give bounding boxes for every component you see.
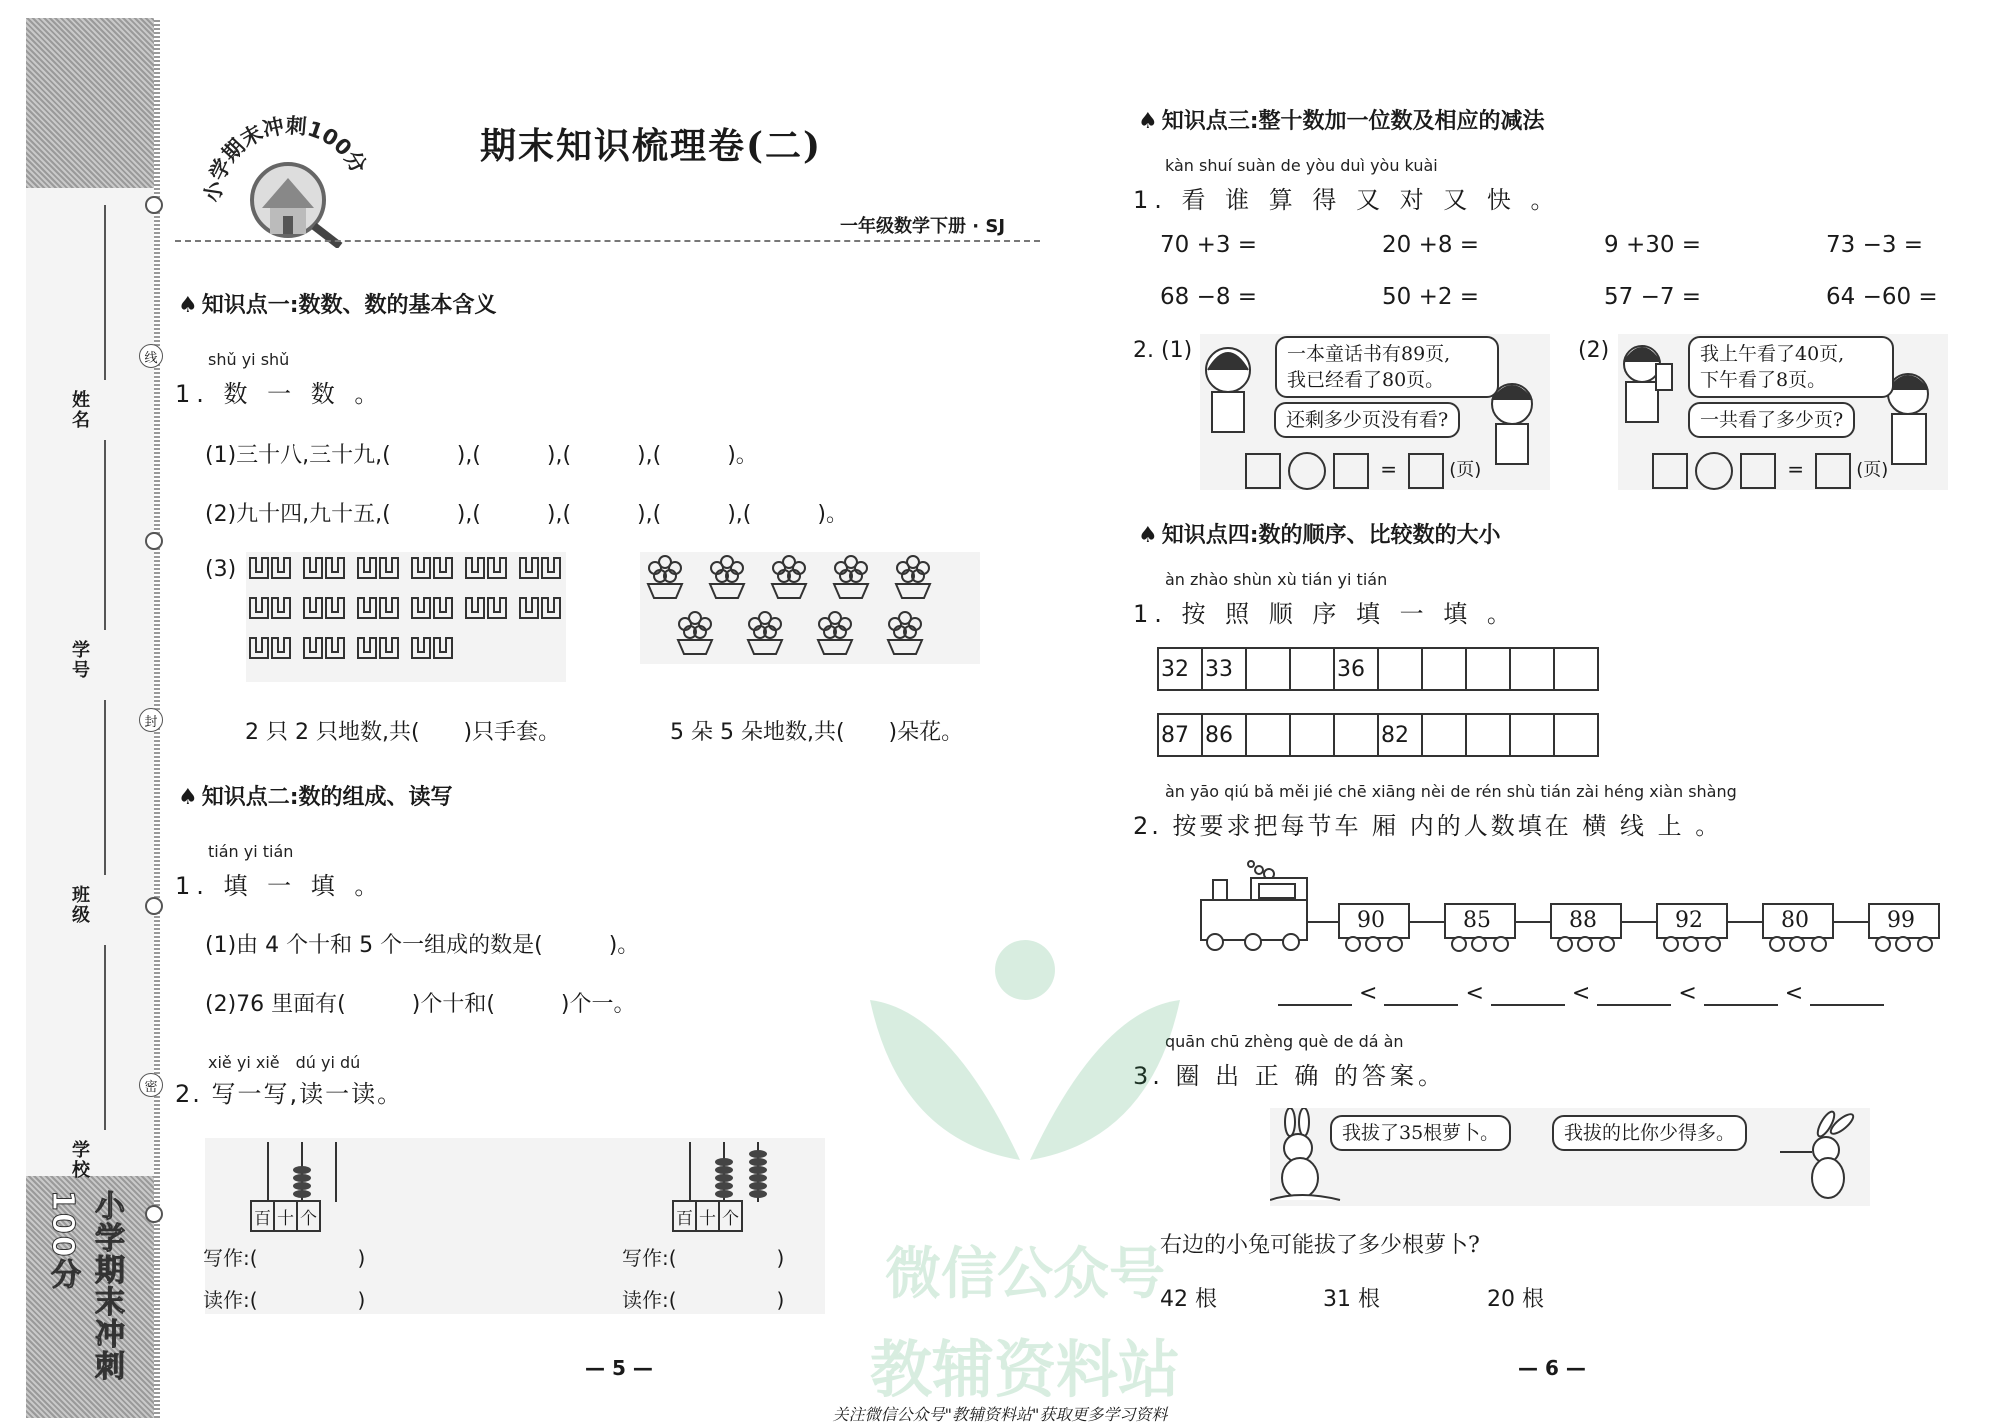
speech-bubble: 我上午看了40页, 下午看了8页。 [1688, 336, 1894, 398]
equation: 70 +3 = [1160, 232, 1258, 258]
student-id-field-label: 学号 [69, 640, 90, 680]
read-label: 读作:( ) [622, 1288, 785, 1312]
sequence-cell: 36 [1334, 648, 1378, 690]
read-label: 读作:( ) [203, 1288, 366, 1312]
sequence-cell: 82 [1378, 714, 1422, 756]
hundreds-column-label: 百 [251, 1201, 274, 1231]
sequence-cell[interactable] [1246, 714, 1290, 756]
speech-bubble: 还剩多少页没有看? [1274, 402, 1460, 438]
sequence-cell[interactable] [1334, 714, 1378, 756]
class-field-label: 班级 [69, 885, 90, 925]
sequence-cell[interactable] [1290, 648, 1334, 690]
choice-42[interactable]: 42 根 [1160, 1287, 1217, 1312]
pinyin: quān chū zhèng què de dá àn [1165, 1032, 1404, 1051]
less-than-sign: < [1359, 981, 1378, 1006]
binding-hole [145, 1205, 163, 1223]
page-title: 期末知识梳理卷(二) [480, 125, 823, 167]
sequence-cell[interactable] [1422, 714, 1466, 756]
watermark-text-2: 教辅资料站 [869, 1333, 1180, 1406]
train-car-count: 85 [1463, 908, 1491, 933]
sequence-cell[interactable] [1554, 714, 1598, 756]
name-field-label: 姓名 [69, 390, 90, 430]
school-field-label: 学校 [69, 1140, 90, 1180]
answer-equation-1: = (页) [1245, 452, 1481, 490]
sequence-cell[interactable] [1466, 648, 1510, 690]
ordering-blank[interactable] [1278, 980, 1352, 1006]
question-2: 2. 写一写,读一读。 [175, 1080, 404, 1108]
unit-label: (页) [1856, 459, 1889, 481]
speech-bubble: 我拔了35根萝卜。 [1330, 1115, 1511, 1151]
watermark-text-1: 微信公众号 [885, 1242, 1165, 1307]
section-heading-2: ♠ 知识点二:数的组成、读写 [178, 780, 453, 811]
strip-pattern-top [26, 18, 154, 188]
sub-label-3: (3) [205, 557, 237, 582]
ones-column-label: 个 [297, 1201, 320, 1231]
answer-box[interactable] [1408, 453, 1444, 489]
sequence-cell[interactable] [1246, 648, 1290, 690]
sequence-line-1: (1)三十八,三十九,( ),( ),( ),( )。 [205, 443, 758, 468]
grade-subtitle: 一年级数学下册 · SJ [840, 216, 1006, 237]
ordering-blank[interactable] [1810, 980, 1884, 1006]
speech-bubble: 一本童话书有89页, 我已经看了80页。 [1275, 336, 1499, 398]
class-line [104, 700, 106, 875]
train-illustration [1195, 858, 1945, 958]
flowers-question: 5 朵 5 朵地数,共( )朵花。 [670, 720, 964, 745]
less-than-sign: < [1678, 981, 1697, 1006]
sequence-cell[interactable] [1554, 648, 1598, 690]
page-number-left: — 5 — [585, 1356, 653, 1380]
equation: 73 −3 = [1826, 232, 1924, 258]
question-2-sub-label: (2) [1578, 338, 1610, 363]
section-heading-4: ♠ 知识点四:数的顺序、比较数的大小 [1138, 518, 1501, 549]
tens-ones-question: (2)76 里面有( )个十和( )个一。 [205, 992, 636, 1017]
composition-question: (1)由 4 个十和 5 个一组成的数是( )。 [205, 933, 640, 958]
answer-box[interactable] [1740, 453, 1776, 489]
sequence-line-2: (2)九十四,九十五,( ),( ),( ),( ),( )。 [205, 502, 848, 527]
write-label: 写作:( ) [203, 1246, 366, 1270]
rabbit-question: 右边的小兔可能拔了多少根萝卜? [1160, 1233, 1480, 1258]
pinyin: tián yi tián [208, 842, 294, 861]
train-car-count: 88 [1569, 908, 1597, 933]
ordering-blank[interactable] [1704, 980, 1778, 1006]
sequence-cell[interactable] [1422, 648, 1466, 690]
section-heading-3: ♠ 知识点三:整十数加一位数及相应的减法 [1138, 104, 1545, 135]
section-heading-1: ♠ 知识点一:数数、数的基本含义 [178, 288, 497, 319]
page-number-right: — 6 — [1518, 1356, 1586, 1380]
equation: 9 +30 = [1604, 232, 1702, 258]
train-car-count: 80 [1781, 908, 1809, 933]
unit-label: (页) [1449, 459, 1482, 481]
train-car-count: 92 [1675, 908, 1703, 933]
answer-box[interactable] [1652, 453, 1688, 489]
sequence-cell: 86 [1202, 714, 1246, 756]
less-than-sign: < [1465, 981, 1484, 1006]
strip-logo-text: 小学期末冲刺100分 [45, 1190, 124, 1382]
gloves-illustration [246, 552, 566, 682]
train-car-count: 99 [1887, 908, 1915, 933]
sequence-cell[interactable] [1510, 714, 1554, 756]
answer-box[interactable] [1815, 453, 1851, 489]
question-3: 3. 圈 出 正 确 的答案。 [1133, 1062, 1447, 1090]
train-car-count: 90 [1357, 908, 1385, 933]
series-logo [200, 108, 380, 248]
operator-circle[interactable] [1288, 452, 1326, 490]
binding-hole [145, 532, 163, 550]
pinyin: àn yāo qiú bǎ měi jié chē xiāng nèi de rén shù tián zài héng xiàn shàng [1165, 782, 1737, 801]
sequence-cell[interactable] [1466, 714, 1510, 756]
sequence-cell[interactable] [1378, 648, 1422, 690]
choice-31[interactable]: 31 根 [1323, 1287, 1380, 1312]
pinyin: xiě yi xiě dú yi dú [208, 1053, 361, 1072]
less-than-sign: < [1784, 981, 1804, 1006]
seal-line: 线 [139, 344, 163, 368]
question-1: 1. 看 谁 算 得 又 对 又 快 。 [1133, 186, 1561, 214]
equation: 20 +8 = [1382, 232, 1480, 258]
ordering-blank[interactable] [1491, 980, 1565, 1006]
footer-note: 关注微信公众号"教辅资料站"获取更多学习资料 [832, 1405, 1168, 1424]
equation: 64 −60 = [1826, 284, 1938, 310]
sequence-cell[interactable] [1510, 648, 1554, 690]
binding-hole [145, 897, 163, 915]
strip-body [26, 188, 155, 1176]
answer-box[interactable] [1333, 453, 1369, 489]
sequence-cell[interactable] [1290, 714, 1334, 756]
ordering-blank[interactable] [1597, 980, 1671, 1006]
pinyin: àn zhào shùn xù tián yi tián [1165, 570, 1388, 589]
equation: 68 −8 = [1160, 284, 1258, 310]
number-sequence-row-1 [1157, 647, 1599, 691]
pinyin: kàn shuí suàn de yòu duì yòu kuài [1165, 156, 1438, 175]
speech-bubble: 一共看了多少页? [1688, 402, 1855, 438]
question-1: 1. 数 一 数 。 [175, 380, 385, 408]
watermark [830, 930, 1220, 1410]
sequence-cell: 87 [1158, 714, 1202, 756]
speech-bubble: 我拔的比你少得多。 [1552, 1115, 1747, 1151]
question-2-label: 2. (1) [1133, 338, 1193, 363]
hundreds-column-label: 百 [673, 1201, 696, 1231]
binding-hole [145, 196, 163, 214]
seal-secret: 密 [139, 1073, 163, 1097]
write-label: 写作:( ) [622, 1246, 785, 1270]
logo-arc-text: 小学期末冲刺100分 [200, 113, 371, 204]
question-1: 1. 按 照 顺 序 填 一 填 。 [1133, 600, 1517, 628]
name-line [104, 205, 106, 380]
operator-circle[interactable] [1695, 452, 1733, 490]
sequence-cell: 32 [1158, 648, 1202, 690]
seal-seal: 封 [139, 708, 163, 732]
question-1: 1. 填 一 填 。 [175, 872, 385, 900]
choice-20[interactable]: 20 根 [1487, 1287, 1544, 1312]
pinyin: shǔ yi shǔ [208, 350, 290, 369]
sequence-cell: 33 [1202, 648, 1246, 690]
tens-column-label: 十 [274, 1201, 297, 1231]
ones-column-label: 个 [719, 1201, 742, 1231]
equation: 57 −7 = [1604, 284, 1702, 310]
equation: 50 +2 = [1382, 284, 1480, 310]
tens-column-label: 十 [696, 1201, 719, 1231]
flower-pots-illustration [640, 552, 980, 664]
answer-box[interactable] [1245, 453, 1281, 489]
gloves-question: 2 只 2 只地数,共( )只手套。 [245, 720, 561, 745]
ordering-blanks [1278, 980, 1884, 1006]
school-line [104, 945, 106, 1130]
ordering-blank[interactable] [1384, 980, 1458, 1006]
answer-equation-2: = (页) [1652, 452, 1888, 490]
number-sequence-row-2 [1157, 713, 1599, 757]
header-divider [175, 240, 1040, 242]
less-than-sign: < [1571, 981, 1591, 1006]
question-2: 2. 按要求把每节车 厢 内的人数填在 横 线 上 。 [1133, 812, 1723, 840]
student-id-line [104, 440, 106, 630]
